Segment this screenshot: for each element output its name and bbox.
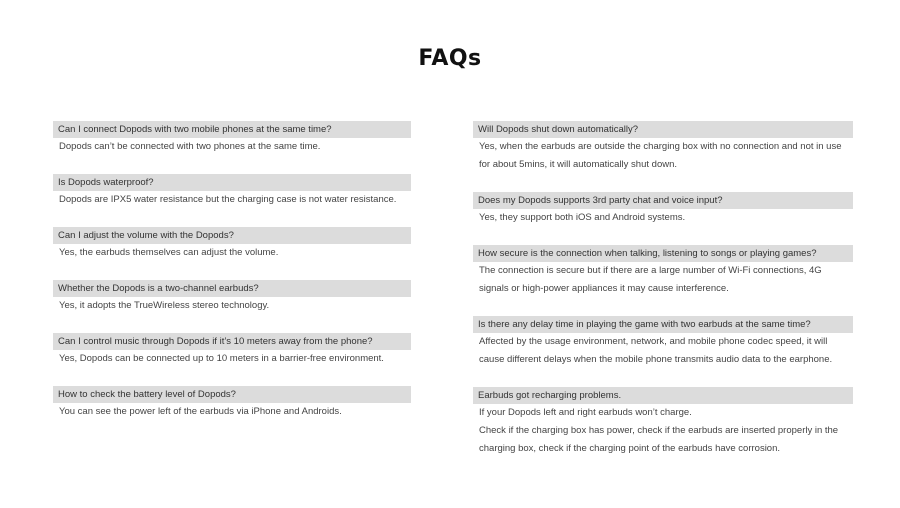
faq-answer — [53, 191, 411, 209]
faq-answer-text: Dopods are IPX5 water resistance but the charging case is not water resistance. — [59, 194, 397, 205]
faq-answer-text: Dopods can’t be connected with two phones at the same time. — [59, 141, 321, 152]
faq-item — [473, 245, 853, 298]
faq-question: Is there any delay time in playing the game with two earbuds at the same time? — [473, 316, 853, 333]
faq-item — [53, 121, 411, 156]
faq-answer — [473, 262, 853, 298]
faq-column-left — [53, 121, 411, 439]
faq-answer-text: Yes, when the earbuds are outside the charging box with no connection and not in use for about 5mins, it will automatically shut down. — [479, 141, 842, 170]
faq-question: Can I control music through Dopods if it’s 10 meters away from the phone? — [53, 333, 411, 350]
faq-answer-text: Yes, the earbuds themselves can adjust the volume. — [59, 247, 279, 258]
faq-question: How to check the battery level of Dopods? — [53, 386, 411, 403]
faq-answer — [53, 244, 411, 262]
faq-answer — [473, 333, 853, 369]
faq-question: Will Dopods shut down automatically? — [473, 121, 853, 138]
faq-item — [53, 227, 411, 262]
faq-question: Does my Dopods supports 3rd party chat and voice input? — [473, 192, 853, 209]
faq-answer-text: The connection is secure but if there are a large number of Wi-Fi connections, 4G signals or high-power appliances it may cause interference. — [479, 265, 822, 294]
faq-answer-text: Yes, Dopods can be connected up to 10 meters in a barrier-free environment. — [59, 353, 384, 364]
faq-item — [473, 192, 853, 227]
faq-answer — [53, 350, 411, 368]
faq-item — [53, 333, 411, 368]
faq-answer — [53, 297, 411, 315]
faq-item — [53, 386, 411, 421]
faq-item — [473, 316, 853, 369]
faq-answer-text: Check if the charging box has power, check if the earbuds are inserted properly in the charging box, check if the charging point of the earbuds have corrosion. — [479, 425, 839, 454]
faq-answer-text: Yes, they support both iOS and Android systems. — [479, 212, 686, 223]
faq-answer — [473, 138, 853, 174]
faq-item — [473, 121, 853, 174]
faq-question: Earbuds got recharging problems. — [473, 387, 853, 404]
faq-item — [53, 280, 411, 315]
faq-question: Whether the Dopods is a two-channel earbuds? — [53, 280, 411, 297]
faq-question: Can I connect Dopods with two mobile phones at the same time? — [53, 121, 411, 138]
faq-answer — [473, 404, 853, 458]
faq-question: Can I adjust the volume with the Dopods? — [53, 227, 411, 244]
faq-answer-text: If your Dopods left and right earbuds won’t charge. — [479, 407, 692, 418]
faq-question: Is Dopods waterproof? — [53, 174, 411, 191]
faq-answer — [473, 209, 853, 227]
faq-answer-text: Affected by the usage environment, network, and mobile phone codec speed, it will cause different delays when the mobile phone transmits audio data to the earphone. — [479, 336, 833, 365]
faq-item — [473, 387, 853, 458]
faq-question: How secure is the connection when talking, listening to songs or playing games? — [473, 245, 853, 262]
faq-answer-text: You can see the power left of the earbuds via iPhone and Androids. — [59, 406, 342, 417]
faq-answer — [53, 138, 411, 156]
faq-answer-text: Yes, it adopts the TrueWireless stereo technology. — [59, 300, 270, 311]
faq-answer — [53, 403, 411, 421]
faq-column-right — [473, 121, 853, 476]
page-title: FAQs — [418, 46, 482, 71]
faq-item — [53, 174, 411, 209]
